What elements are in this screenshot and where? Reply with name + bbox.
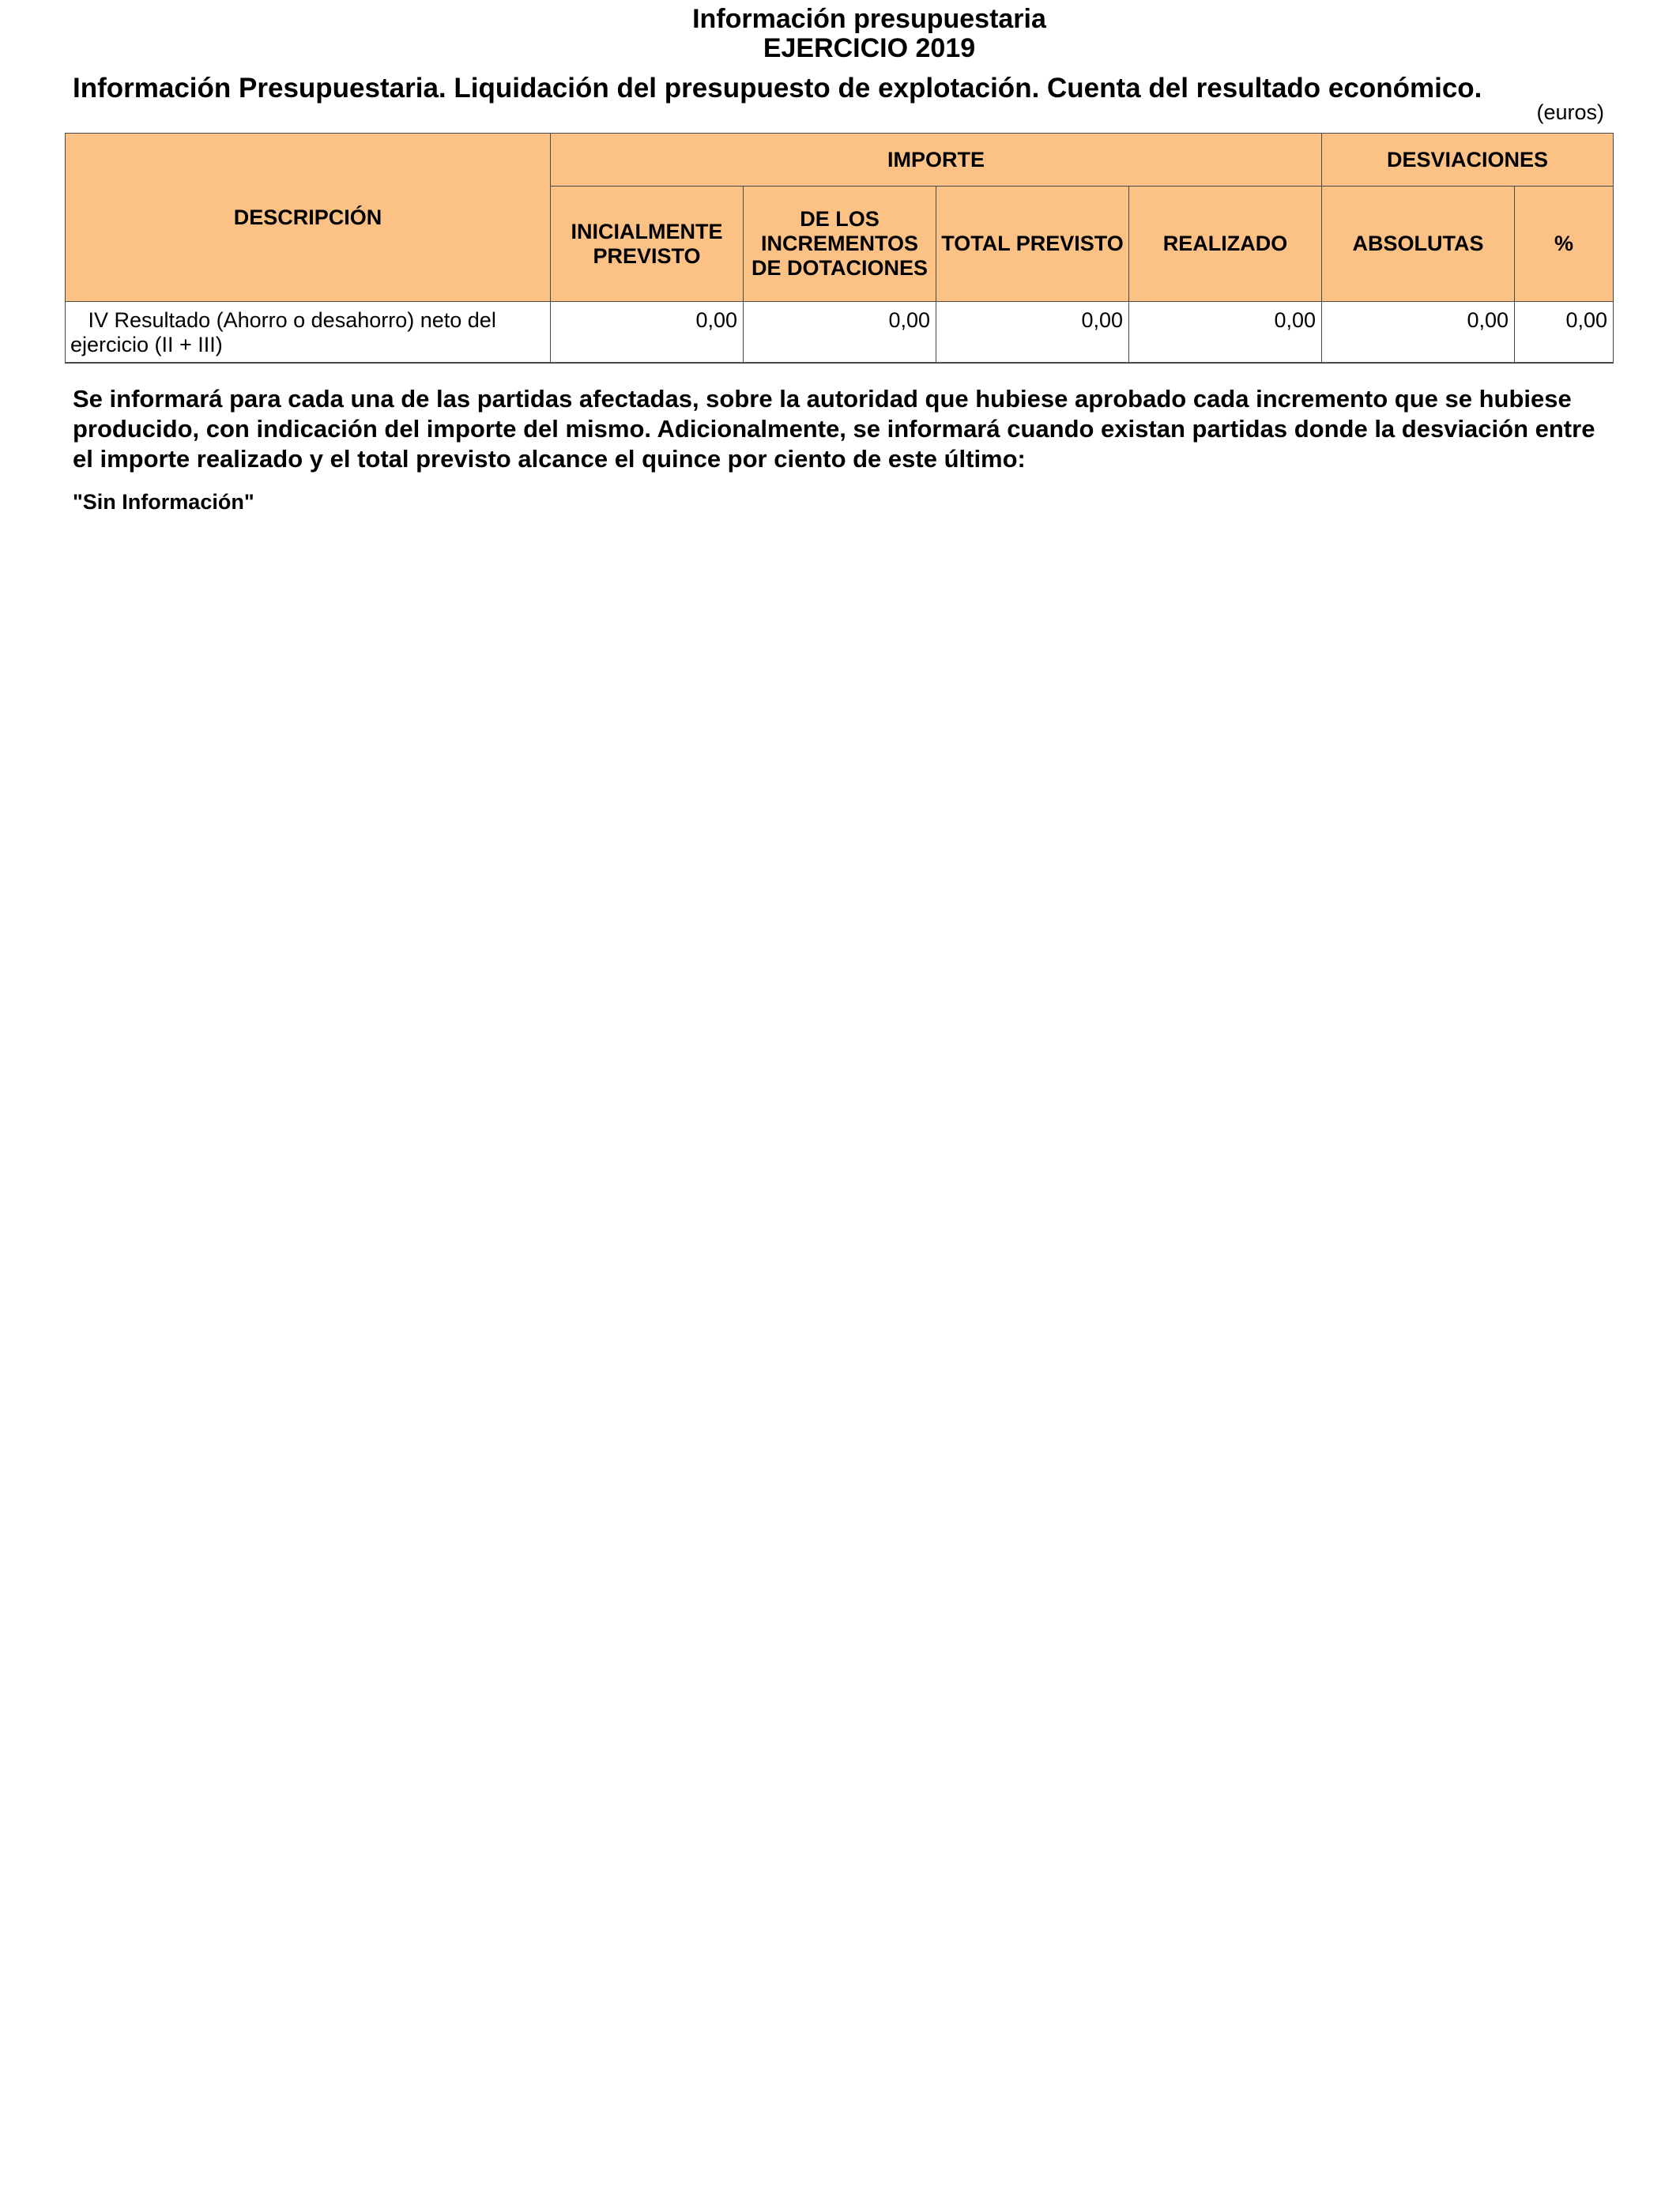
header-descripcion: DESCRIPCIÓN <box>66 134 551 302</box>
header-porcentaje: % <box>1515 187 1614 302</box>
section-title: Información Presupuestaria. Liquidación del presupuesto de explotación. Cuenta del resultado económico. <box>73 73 1482 104</box>
cell-inicialmente-previsto: 0,00 <box>551 302 744 364</box>
page-header <box>0 5 1680 63</box>
no-information-label: "Sin Información" <box>73 490 254 514</box>
cell-descripcion <box>66 302 551 364</box>
cell-porcentaje: 0,00 <box>1515 302 1614 364</box>
header-inicialmente-previsto: INICIALMENTE PREVISTO <box>551 187 744 302</box>
header-incrementos-dotaciones: DE LOS INCREMENTOS DE DOTACIONES <box>744 187 936 302</box>
header-total-previsto: TOTAL PREVISTO <box>936 187 1129 302</box>
cell-total-previsto: 0,00 <box>936 302 1129 364</box>
currency-units: (euros) <box>1536 100 1604 124</box>
header-absolutas: ABSOLUTAS <box>1322 187 1515 302</box>
report-title: Información presupuestaria <box>692 4 1046 34</box>
deviation-note: Se informará para cada una de las partidas afectadas, sobre la autoridad que hubiese aprobado cada incremento que se hubiese producido, con indicación del importe del mismo. Adicionalmente, se informará cuando existan partidas donde la desviación entre el importe realizado y el total previsto alcance el quince por ciento de este último: <box>73 385 1595 473</box>
cell-incrementos-dotaciones: 0,00 <box>744 302 936 364</box>
header-importe: IMPORTE <box>551 134 1322 187</box>
table-row <box>66 302 1614 364</box>
header-realizado: REALIZADO <box>1129 187 1322 302</box>
cell-absolutas: 0,00 <box>1322 302 1515 364</box>
header-desviaciones: DESVIACIONES <box>1322 134 1614 187</box>
cell-realizado: 0,00 <box>1129 302 1322 364</box>
fiscal-year: EJERCICIO 2019 <box>763 33 976 63</box>
budget-table <box>65 133 1614 364</box>
row-description: IV Resultado (Ahorro o desahorro) neto del ejercicio (II + III) <box>70 308 496 356</box>
